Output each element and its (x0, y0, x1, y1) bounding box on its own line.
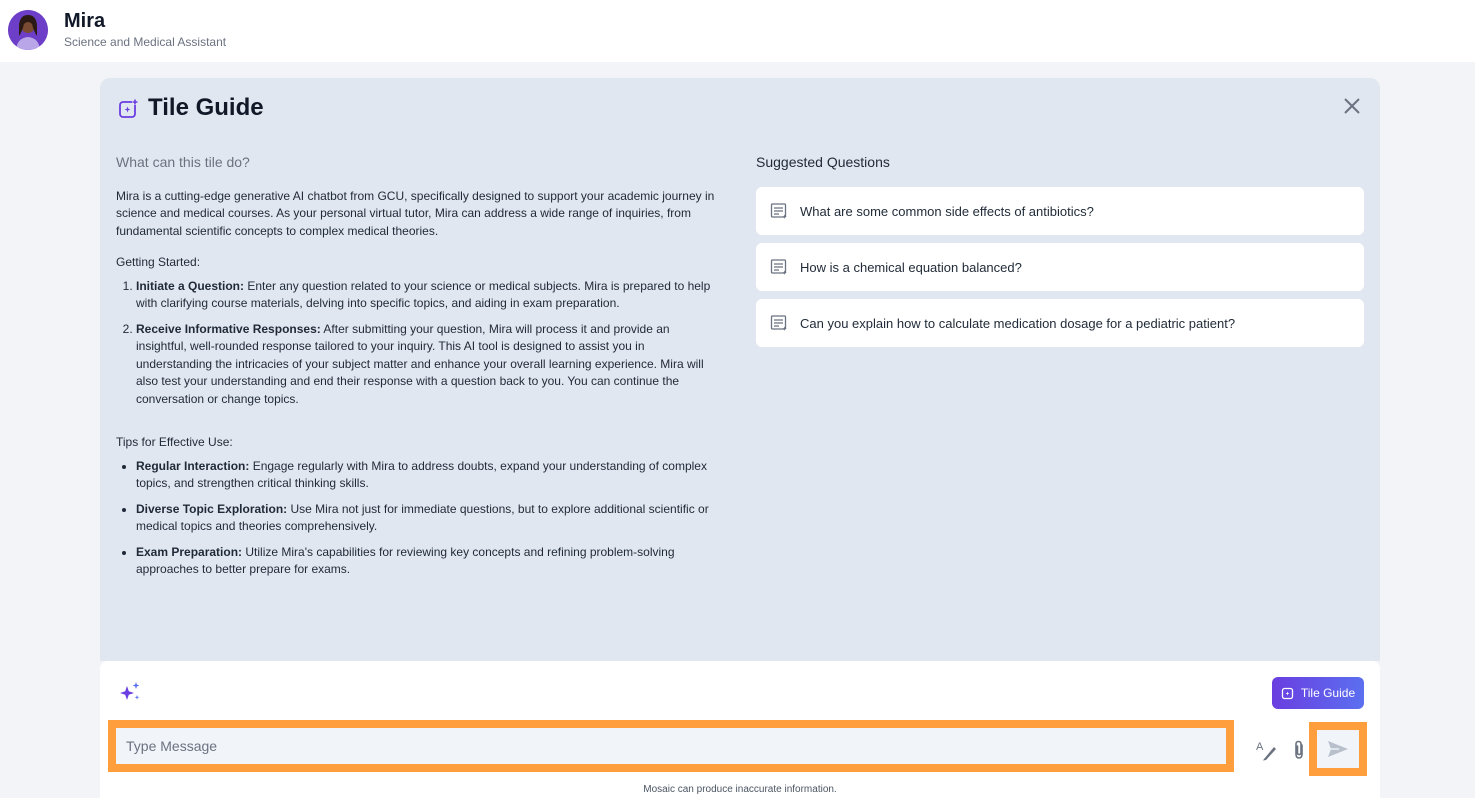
suggested-question-text: Can you explain how to calculate medication dosage for a pediatric patient? (800, 315, 1236, 331)
step-title: Receive Informative Responses: (136, 321, 321, 336)
chat-prompt-icon (770, 314, 788, 332)
tip-text: Use Mira not just for immediate questions, but to explore additional scientific or medical topics and theories comprehensively. (136, 501, 709, 533)
suggested-question-text: What are some common side effects of antibiotics? (800, 203, 1094, 219)
list-item (136, 501, 720, 536)
list-item (136, 544, 720, 579)
top-bar (0, 0, 1475, 62)
message-input[interactable] (116, 728, 1226, 764)
paperclip-icon[interactable] (1289, 739, 1309, 761)
step-title: Initiate a Question: (136, 278, 245, 293)
guide-title: Tile Guide (148, 94, 264, 121)
send-button[interactable] (1309, 722, 1367, 776)
guide-description (116, 154, 720, 587)
tile-guide-label: Tile Guide (1300, 686, 1356, 700)
tip-title: Exam Preparation: (136, 544, 243, 559)
list-item (136, 321, 720, 409)
list-item (136, 278, 720, 313)
message-input-wrapper (108, 720, 1234, 772)
tips-heading: Tips for Effective Use: (116, 435, 233, 449)
suggested-question-3[interactable] (756, 299, 1364, 347)
svg-text:A: A (1256, 741, 1264, 753)
tile-guide-button[interactable] (1272, 677, 1364, 709)
close-icon[interactable] (1342, 96, 1362, 116)
tile-guide-icon (117, 98, 139, 120)
tip-title: Regular Interaction: (136, 458, 250, 473)
avatar (8, 10, 48, 50)
disclaimer: Mosaic can produce inaccurate information. (643, 784, 837, 795)
app-title: Mira (64, 10, 106, 32)
tip-title: Diverse Topic Exploration: (136, 501, 288, 516)
intro-text: Mira is a cutting-edge generative AI chatbot from GCU, specifically designed to support your academic journey in science and medical courses. As your personal virtual tutor, Mira can address a wide range of inquiries, from fundamental scientific concepts to complex medical theories. (116, 188, 715, 238)
sparkle-icon[interactable] (118, 680, 142, 704)
tip-text: Utilize Mira's capabilities for reviewing key concepts and refining problem-solving approaches to better prepare for exams. (136, 544, 675, 576)
suggested-heading: Suggested Questions (756, 154, 890, 170)
chat-prompt-icon (770, 202, 788, 220)
send-icon (1326, 739, 1350, 759)
suggested-question-text: How is a chemical equation balanced? (800, 259, 1022, 275)
step-text: Enter any question related to your science or medical subjects. Mira is prepared to help with clarifying course materials, delving into specific topics, and aiding in exam preparation. (136, 278, 711, 310)
app-subtitle: Science and Medical Assistant (64, 35, 227, 49)
steps-list (116, 278, 720, 409)
suggested-question-1[interactable] (756, 187, 1364, 235)
composer (100, 661, 1380, 798)
getting-started-heading: Getting Started: (116, 255, 201, 269)
suggested-question-2[interactable] (756, 243, 1364, 291)
list-item (136, 458, 720, 493)
step-text: After submitting your question, Mira will process it and provide an insightful, well-rounded response tailored to your inquiry. This AI tool is designed to assist you in understanding the intricacies of your subject matter and enhance your overall learning experience. Mira will also test your understanding and end their response with a question back to you. You can continue the conversation or change topics. (136, 321, 704, 406)
what-can-heading: What can this tile do? (116, 154, 250, 170)
chat-prompt-icon (770, 258, 788, 276)
tile-guide-panel (100, 78, 1380, 661)
tile-guide-icon (1281, 686, 1295, 700)
tips-list (116, 458, 720, 579)
tip-text: Engage regularly with Mira to address doubts, expand your understanding of complex topics, and strengthen critical thinking skills. (136, 458, 707, 490)
spellcheck-icon[interactable] (1256, 739, 1278, 761)
suggested-questions (756, 154, 1364, 355)
